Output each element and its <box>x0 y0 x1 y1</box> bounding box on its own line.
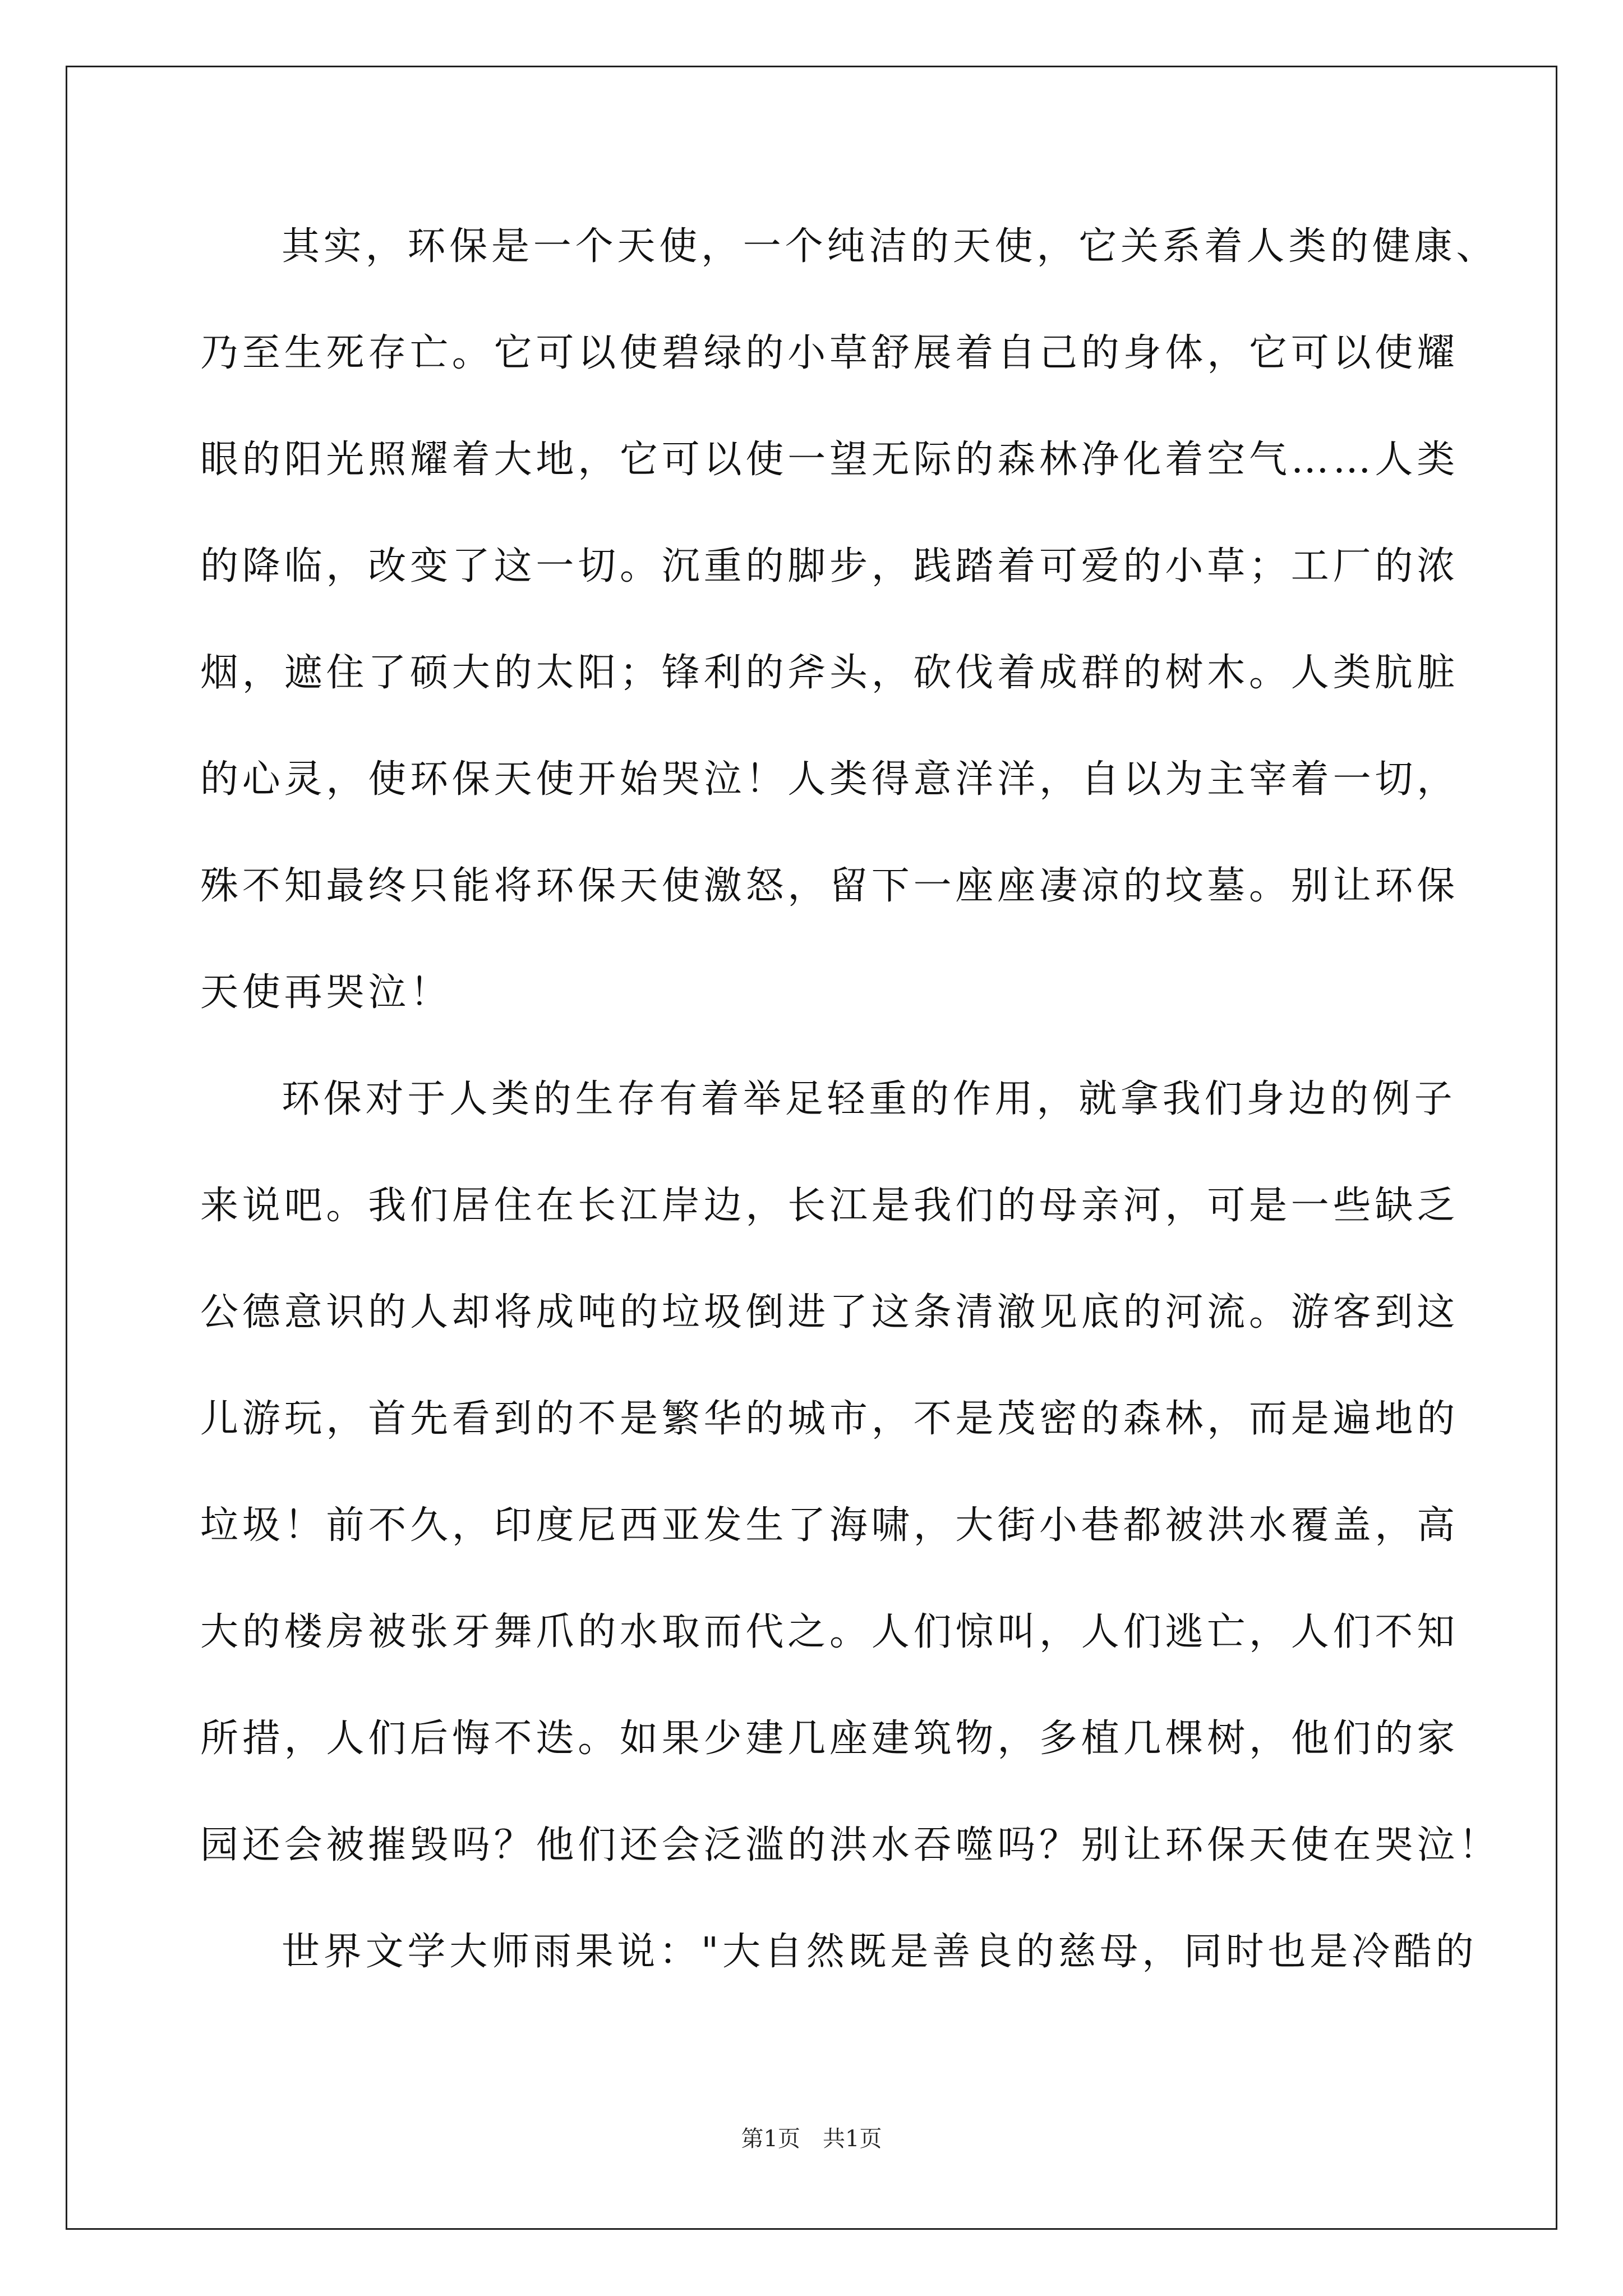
paragraph-1-line-1: 其实，环保是一个天使，一个纯洁的天使，它关系着人类的健康、 <box>282 224 1498 269</box>
paragraph-1-line-3: 眼的阳光照耀着大地，它可以使一望无际的森林净化着空气……人类 <box>200 438 1459 482</box>
paragraph-2-line-4: 儿游玩，首先看到的不是繁华的城市，不是茂密的森林，而是遍地的 <box>200 1397 1459 1441</box>
paragraph-2-line-3: 公德意识的人却将成吨的垃圾倒进了这条清澈见底的河流。游客到这 <box>200 1290 1459 1335</box>
paragraph-2-line-6: 大的楼房被张牙舞爪的水取而代之。人们惊叫，人们逃亡，人们不知 <box>200 1610 1459 1654</box>
page-border <box>66 66 1557 2230</box>
paragraph-1-line-7: 殊不知最终只能将环保天使激怒，留下一座座凄凉的坟墓。别让环保 <box>200 864 1459 908</box>
paragraph-1-line-6: 的心灵，使环保天使开始哭泣！人类得意洋洋，自以为主宰着一切， <box>200 757 1459 802</box>
paragraph-2-line-1: 环保对于人类的生存有着举足轻重的作用，就拿我们身边的例子 <box>282 1077 1456 1121</box>
paragraph-3-line-1: 世界文学大师雨果说："大自然既是善良的慈母，同时也是冷酷的 <box>282 1930 1478 1974</box>
paragraph-2-line-7: 所措，人们后悔不迭。如果少建几座建筑物，多植几棵树，他们的家 <box>200 1717 1459 1761</box>
paragraph-2-line-8: 园还会被摧毁吗？他们还会泛滥的洪水吞噬吗？别让环保天使在哭泣！ <box>200 1823 1501 1867</box>
page-number-footer: 第1页 共1页 <box>741 2126 882 2152</box>
paragraph-2-line-5: 垃圾！前不久，印度尼西亚发生了海啸，大街小巷都被洪水覆盖，高 <box>200 1503 1459 1548</box>
paragraph-2-line-2: 来说吧。我们居住在长江岸边，长江是我们的母亲河，可是一些缺乏 <box>200 1184 1459 1228</box>
paragraph-1-line-8: 天使再哭泣！ <box>200 970 452 1015</box>
paragraph-1-line-2: 乃至生死存亡。它可以使碧绿的小草舒展着自己的身体，它可以使耀 <box>200 331 1459 375</box>
paragraph-1-line-5: 烟，遮住了硕大的太阳；锋利的斧头，砍伐着成群的树木。人类肮脏 <box>200 651 1459 695</box>
paragraph-1-line-4: 的降临，改变了这一切。沉重的脚步，践踏着可爱的小草；工厂的浓 <box>200 544 1459 588</box>
